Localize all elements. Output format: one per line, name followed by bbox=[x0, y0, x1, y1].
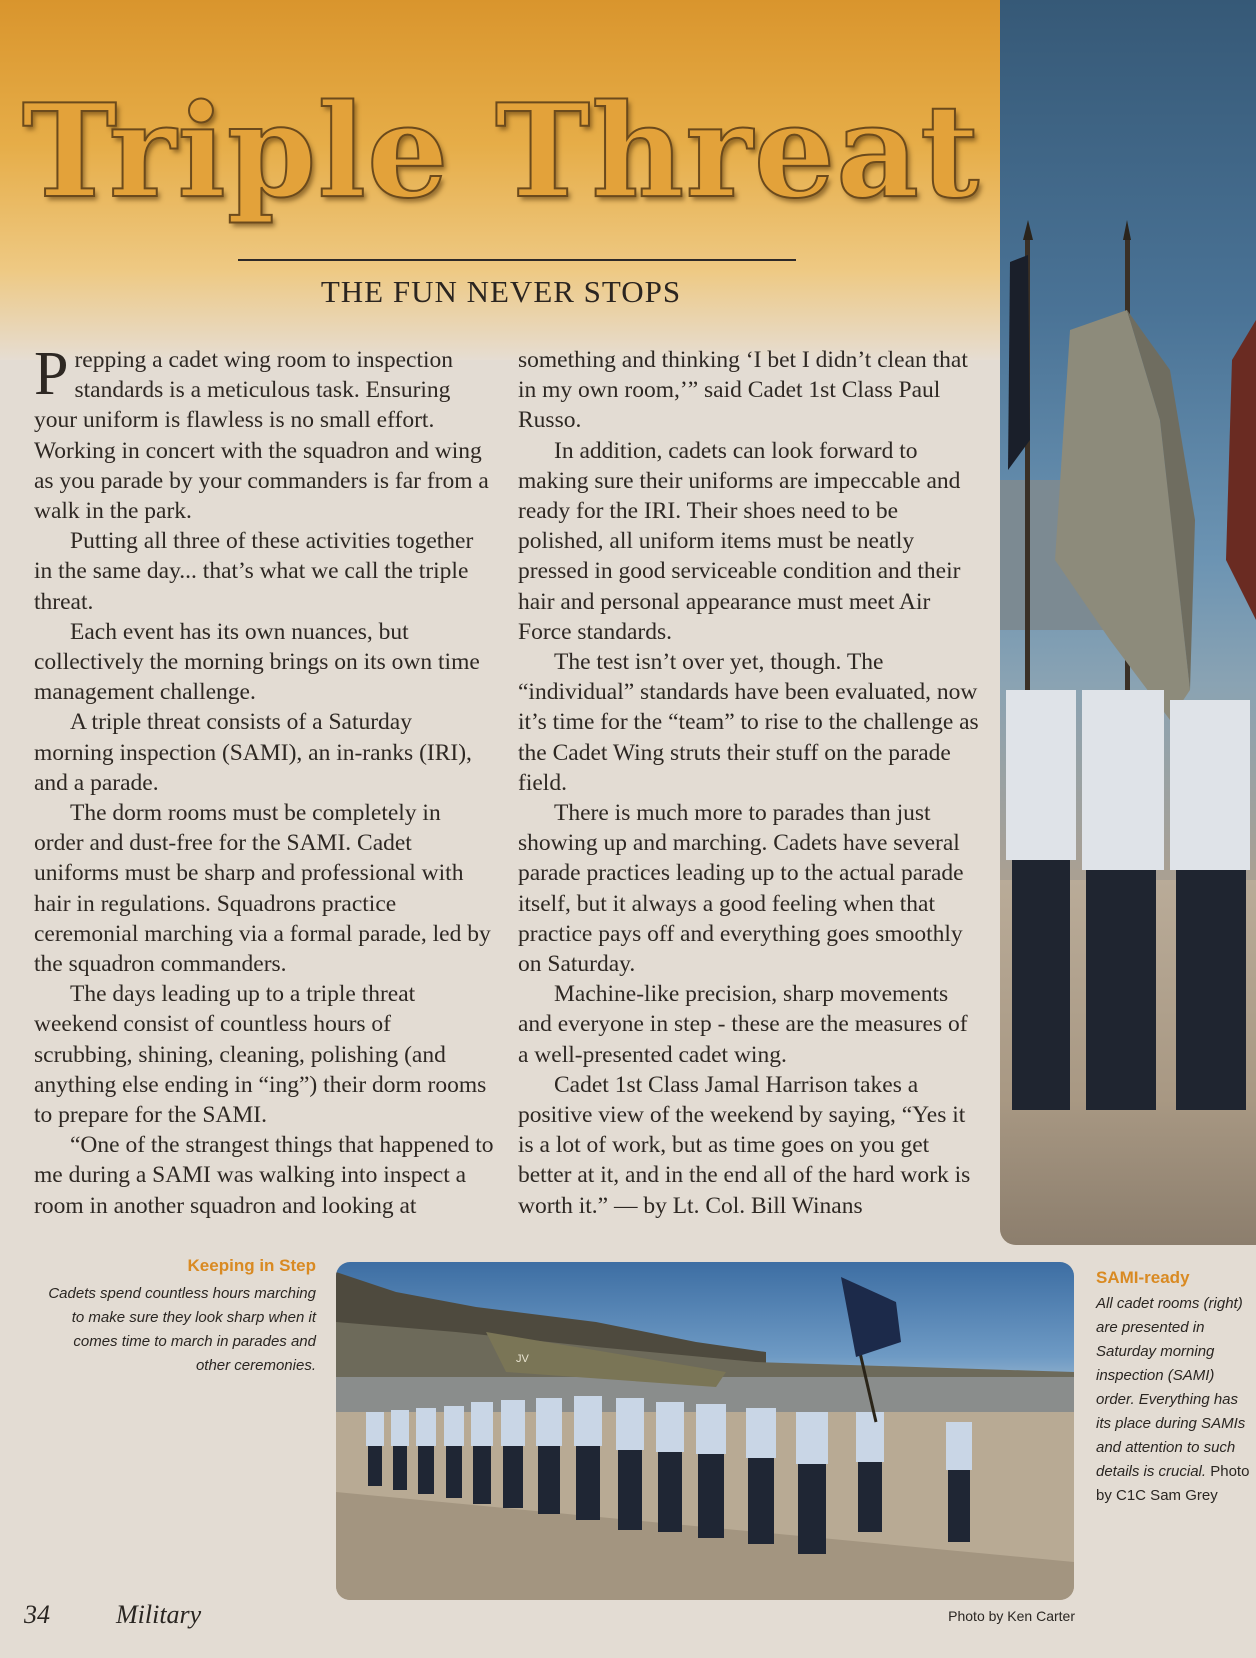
caption-title-sami-ready: SAMI-ready bbox=[1096, 1268, 1190, 1287]
marching-cadets-photo bbox=[336, 1262, 1074, 1600]
photo-credit: Photo by Ken Carter bbox=[948, 1608, 1075, 1624]
text-column-1 bbox=[34, 340, 494, 1221]
flags-graphic bbox=[1000, 0, 1256, 760]
paragraph: “One of the strangest things that happened to me during a SAMI was walking into inspect a room in another squadron and looking at bbox=[34, 1132, 494, 1219]
paragraph: In addition, cadets can look forward to making sure their uniforms are impeccable and ready for the IRI. Their shoes need to be polished, all uniform items must be neatly pressed in good serviceable condition and their hair and personal appearance must meet Air Force standards. bbox=[518, 437, 961, 645]
paragraph: The days leading up to a triple threat weekend consist of countless hours of scrubbing, shining, cleaning, polishing (and anything else ending in “ing”) their dorm rooms to prepare for the SAMI. bbox=[34, 981, 487, 1129]
paragraph: something and thinking ‘I bet I didn’t clean that in my own room,’” said Cadet 1st Class Paul Russo. bbox=[518, 347, 968, 434]
text-column-2 bbox=[518, 345, 980, 1221]
paragraph: Each event has its own nuances, but collectively the morning brings on its own time management challenge. bbox=[34, 618, 480, 706]
color-guard-photo bbox=[1000, 0, 1256, 1245]
aircraft-marking: JV bbox=[516, 1353, 529, 1365]
paragraph: Cadet 1st Class Jamal Harrison takes a positive view of the weekend by saying, “Yes it is a lot of work, but as time goes on you get better at it, and in the end all of the hard work is worth it.” — by Lt. Col. Bill Winans bbox=[518, 1071, 971, 1219]
drop-cap: P bbox=[34, 340, 69, 408]
paragraph: The test isn’t over yet, though. The “individual” standards have been evaluated, now it’s time for the “team” to rise to the challenge as the Cadet Wing struts their stuff on the parade field. bbox=[518, 649, 979, 796]
title-rule bbox=[238, 259, 796, 261]
paragraph: The dorm rooms must be completely in order and dust-free for the SAMI. Cadet uniforms must be sharp and professional with hair in regulations. Squadrons practice ceremonial marching via a formal parade, led by the squadron commanders. bbox=[34, 800, 491, 978]
paragraph: There is much more to parades than just showing up and marching. Cadets have several parade practices leading up to the actual parade itself, but it always a good feeling when that practice pays off and everything goes smoothly on Saturday. bbox=[518, 800, 964, 978]
caption-title-keeping-in-step: Keeping in Step bbox=[187, 1256, 316, 1275]
caption-text-keeping-in-step: Cadets spend countless hours marching to make sure they look sharp when it comes time to march in parades and other ceremonies. bbox=[48, 1285, 316, 1374]
cadet-shirt bbox=[1006, 690, 1076, 860]
article-title: Triple Threat bbox=[21, 77, 981, 227]
cadet-trousers bbox=[1012, 860, 1070, 1110]
cadet-shirt bbox=[1082, 690, 1164, 870]
paragraph: A triple threat consists of a Saturday morning inspection (SAMI), an in-ranks (IRI), and a parade. bbox=[34, 709, 472, 796]
byline: — by Lt. Col. Bill Winans bbox=[608, 1192, 863, 1219]
cadet-shirt bbox=[1170, 700, 1250, 870]
section-name: Military bbox=[116, 1600, 202, 1629]
cadet-trousers bbox=[1176, 870, 1246, 1110]
caption-text-sami-ready: All cadet rooms (right) are presented in Saturday morning inspection (SAMI) order. Everything has its place during SAMIs and attention to such details is crucial. Photo by C1C Sam Grey bbox=[1096, 1295, 1250, 1504]
paragraph: Putting all three of these activities together in the same day... that’s what we call the triple threat. bbox=[34, 528, 474, 615]
article-subtitle: THE FUN NEVER STOPS bbox=[320, 274, 682, 309]
marching-scene bbox=[336, 1262, 1074, 1600]
paragraph: Prepping a cadet wing room to inspection standards is a meticulous task. Ensuring your uniform is flawless is no small effort. Working in concert with the squadron and wing as you parade by your commanders is far from a walk in the park. bbox=[34, 340, 489, 525]
cadet-trousers bbox=[1086, 870, 1156, 1110]
paragraph: Machine-like precision, sharp movements and everyone in step - these are the measures of a well-presented cadet wing. bbox=[518, 981, 968, 1068]
photo-credit: Photo by C1C Sam Grey bbox=[1096, 1463, 1250, 1504]
page-number: 34 bbox=[24, 1600, 50, 1629]
